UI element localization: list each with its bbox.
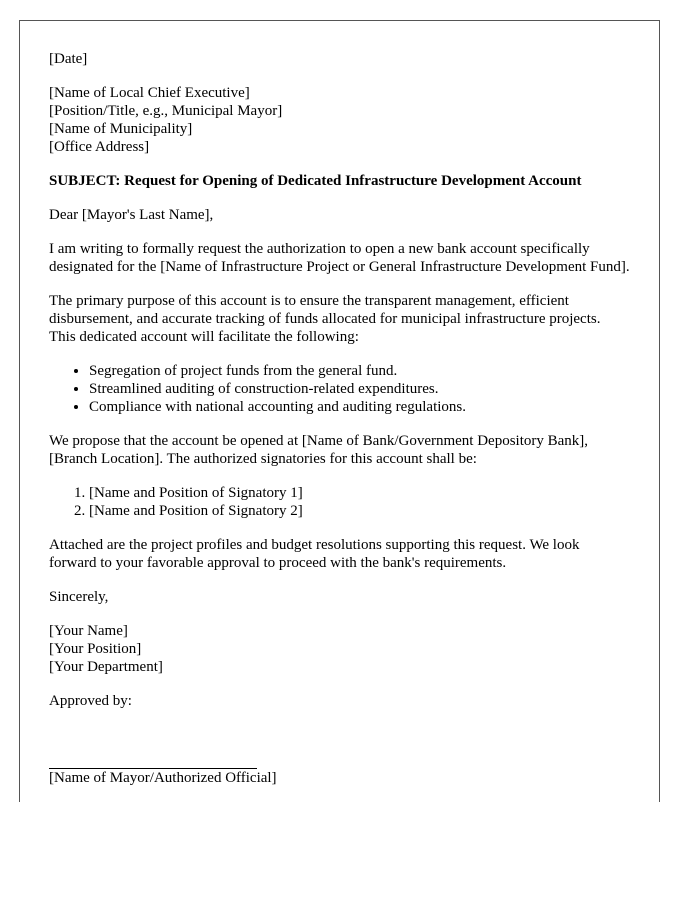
recipient-block (49, 84, 630, 156)
body-paragraph-4: Attached are the project profiles and budget resolutions supporting this request. We look forward to your favorable approval to proceed with the bank's requirements. (49, 537, 580, 571)
salutation: Dear [Mayor's Last Name], (49, 207, 214, 223)
bullet-item: • Segregation of project funds from the general fund. (89, 362, 630, 380)
bullet-item: • Compliance with national accounting and auditing regulations. (89, 398, 630, 416)
sender-department: [Your Department] (49, 659, 163, 675)
recipient-name: [Name of Local Chief Executive] (49, 85, 250, 101)
signatory-item: 1. [Name and Position of Signatory 1] (89, 484, 630, 502)
recipient-municipality: [Name of Municipality] (49, 121, 193, 137)
signature-space (49, 726, 630, 768)
letter-date: [Date] (49, 51, 88, 67)
body-paragraph-3: We propose that the account be opened at [Name of Bank/Government Depository Bank], [Branch Location]. The authorized signatories for this account shall be: (49, 433, 589, 467)
purpose-bullet-list (49, 362, 630, 416)
sender-position: [Your Position] (49, 641, 142, 657)
closing: Sincerely, (49, 589, 109, 605)
bullet-item: • Streamlined auditing of construction-related expenditures. (89, 380, 630, 398)
approver-name: [Name of Mayor/Authorized Official] (49, 770, 277, 786)
sender-block (49, 622, 630, 676)
signatory-list (49, 484, 630, 520)
body-paragraph-1: I am writing to formally request the authorization to open a new bank account specifically designated for the [Name of Infrastructure Project or General Infrastructure Development Fund]. (49, 241, 630, 275)
approved-by-label: Approved by: (49, 693, 132, 709)
recipient-address: [Office Address] (49, 139, 150, 155)
subject-line: SUBJECT: Request for Opening of Dedicated Infrastructure Development Account (49, 173, 582, 189)
signatory-item: 2. [Name and Position of Signatory 2] (89, 502, 630, 520)
letter-page (19, 20, 660, 802)
body-paragraph-2: The primary purpose of this account is to ensure the transparent management, efficient disbursement, and accurate tracking of funds allocated for municipal infrastructure projects. This dedicated account will facilitate the following: (49, 293, 601, 345)
sender-name: [Your Name] (49, 623, 128, 639)
recipient-position: [Position/Title, e.g., Municipal Mayor] (49, 103, 283, 119)
